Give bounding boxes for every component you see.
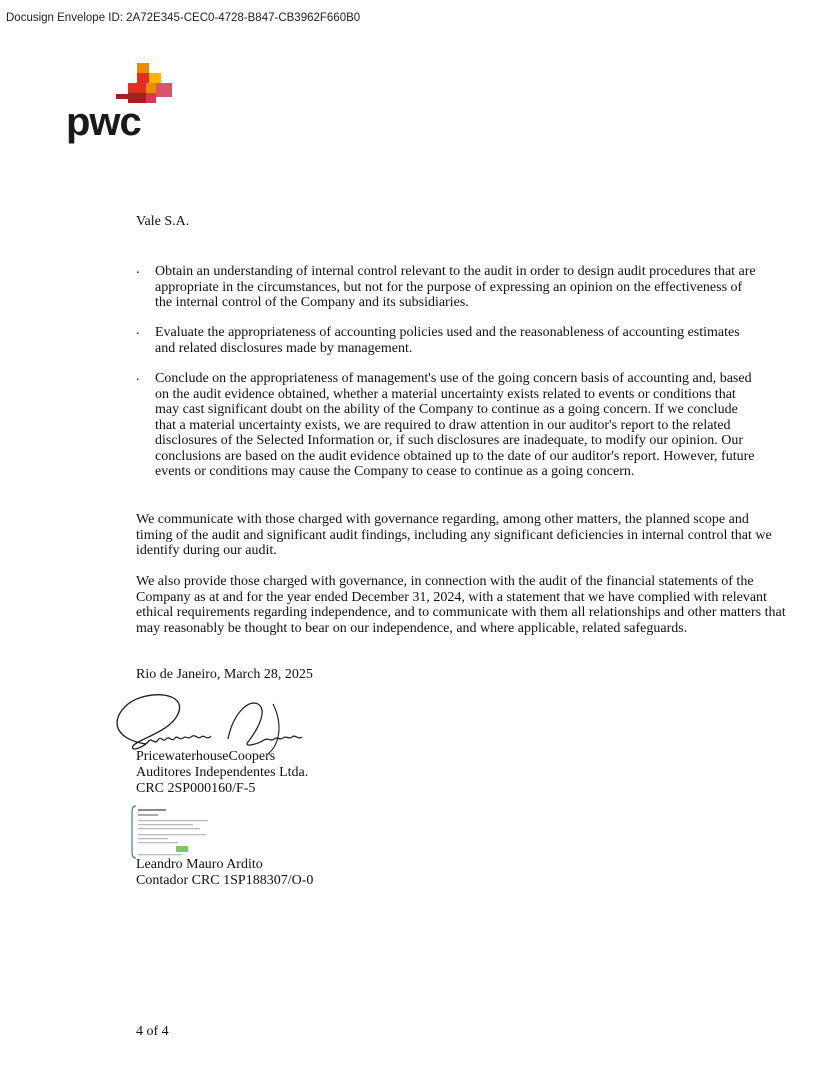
addressee: Vale S.A. (136, 214, 190, 229)
bullet-mark: . (136, 262, 140, 277)
bullet-item (136, 264, 756, 311)
bullet-text: Evaluate the appropriateness of accounting policies used and the reasonableness of accounting estimates and related disclosures made by management. (155, 325, 740, 356)
page-number: 4 of 4 (136, 1024, 169, 1039)
independence-paragraph: We also provide those charged with governance, in connection with the audit of the financial statements of the Company as at and for the year ended December 31, 2024, with a statement that we have complied with relevant ethical requirements regarding independence, and to communicate with them all relationships and other matters that may reasonably be thought to bear on our independence, and where applicable, related safeguards. (136, 574, 786, 636)
docusign-stamp (130, 804, 250, 860)
bullet-item (136, 325, 756, 356)
pwc-logo-text: pwc (66, 100, 141, 144)
bullet-text: Obtain an understanding of internal control relevant to the audit in order to design audit procedures that are appropriate in the circumstances, but not for the purpose of expressing an opinion on the effectiveness of the internal control of the Company and its subsidiaries. (155, 264, 756, 310)
bullet-item (136, 371, 756, 480)
signatory-crc: Contador CRC 1SP188307/O-0 (136, 873, 314, 888)
bullet-mark: . (136, 323, 140, 338)
docusign-stamp-bracket (130, 804, 250, 860)
firm-name: PricewaterhouseCoopers (136, 749, 276, 764)
signatory-name: Leandro Mauro Ardito (136, 857, 263, 872)
place-date: Rio de Janeiro, March 28, 2025 (136, 667, 313, 682)
firm-entity: Auditores Independentes Ltda. (136, 765, 309, 780)
envelope-id: Docusign Envelope ID: 2A72E345-CEC0-4728-B847-CB3962F660B0 (6, 12, 361, 24)
bullet-text: Conclude on the appropriateness of management's use of the going concern basis of accounting and, based on the audit evidence obtained, whether a material uncertainty exists related to events or conditions that may cast significant doubt on the ability of the Company to continue as a going concern. If we conclude that a material uncertainty exists, we are required to draw attention in our auditor's report to the related disclosures of the Selected Information or, if such disclosures are inadequate, to modify our opinion. Our conclusions are based on the audit evidence obtained up to the date of our auditor's report. However, future events or conditions may cause the Company to cease to continue as a going concern. (155, 371, 755, 479)
firm-crc: CRC 2SP000160/F-5 (136, 781, 256, 796)
governance-paragraph: We communicate with those charged with governance regarding, among other matters, the planned scope and timing of the audit and significant audit findings, including any significant deficiencies in internal control that we identify during our audit. (136, 512, 772, 558)
bullet-mark: . (136, 369, 140, 384)
